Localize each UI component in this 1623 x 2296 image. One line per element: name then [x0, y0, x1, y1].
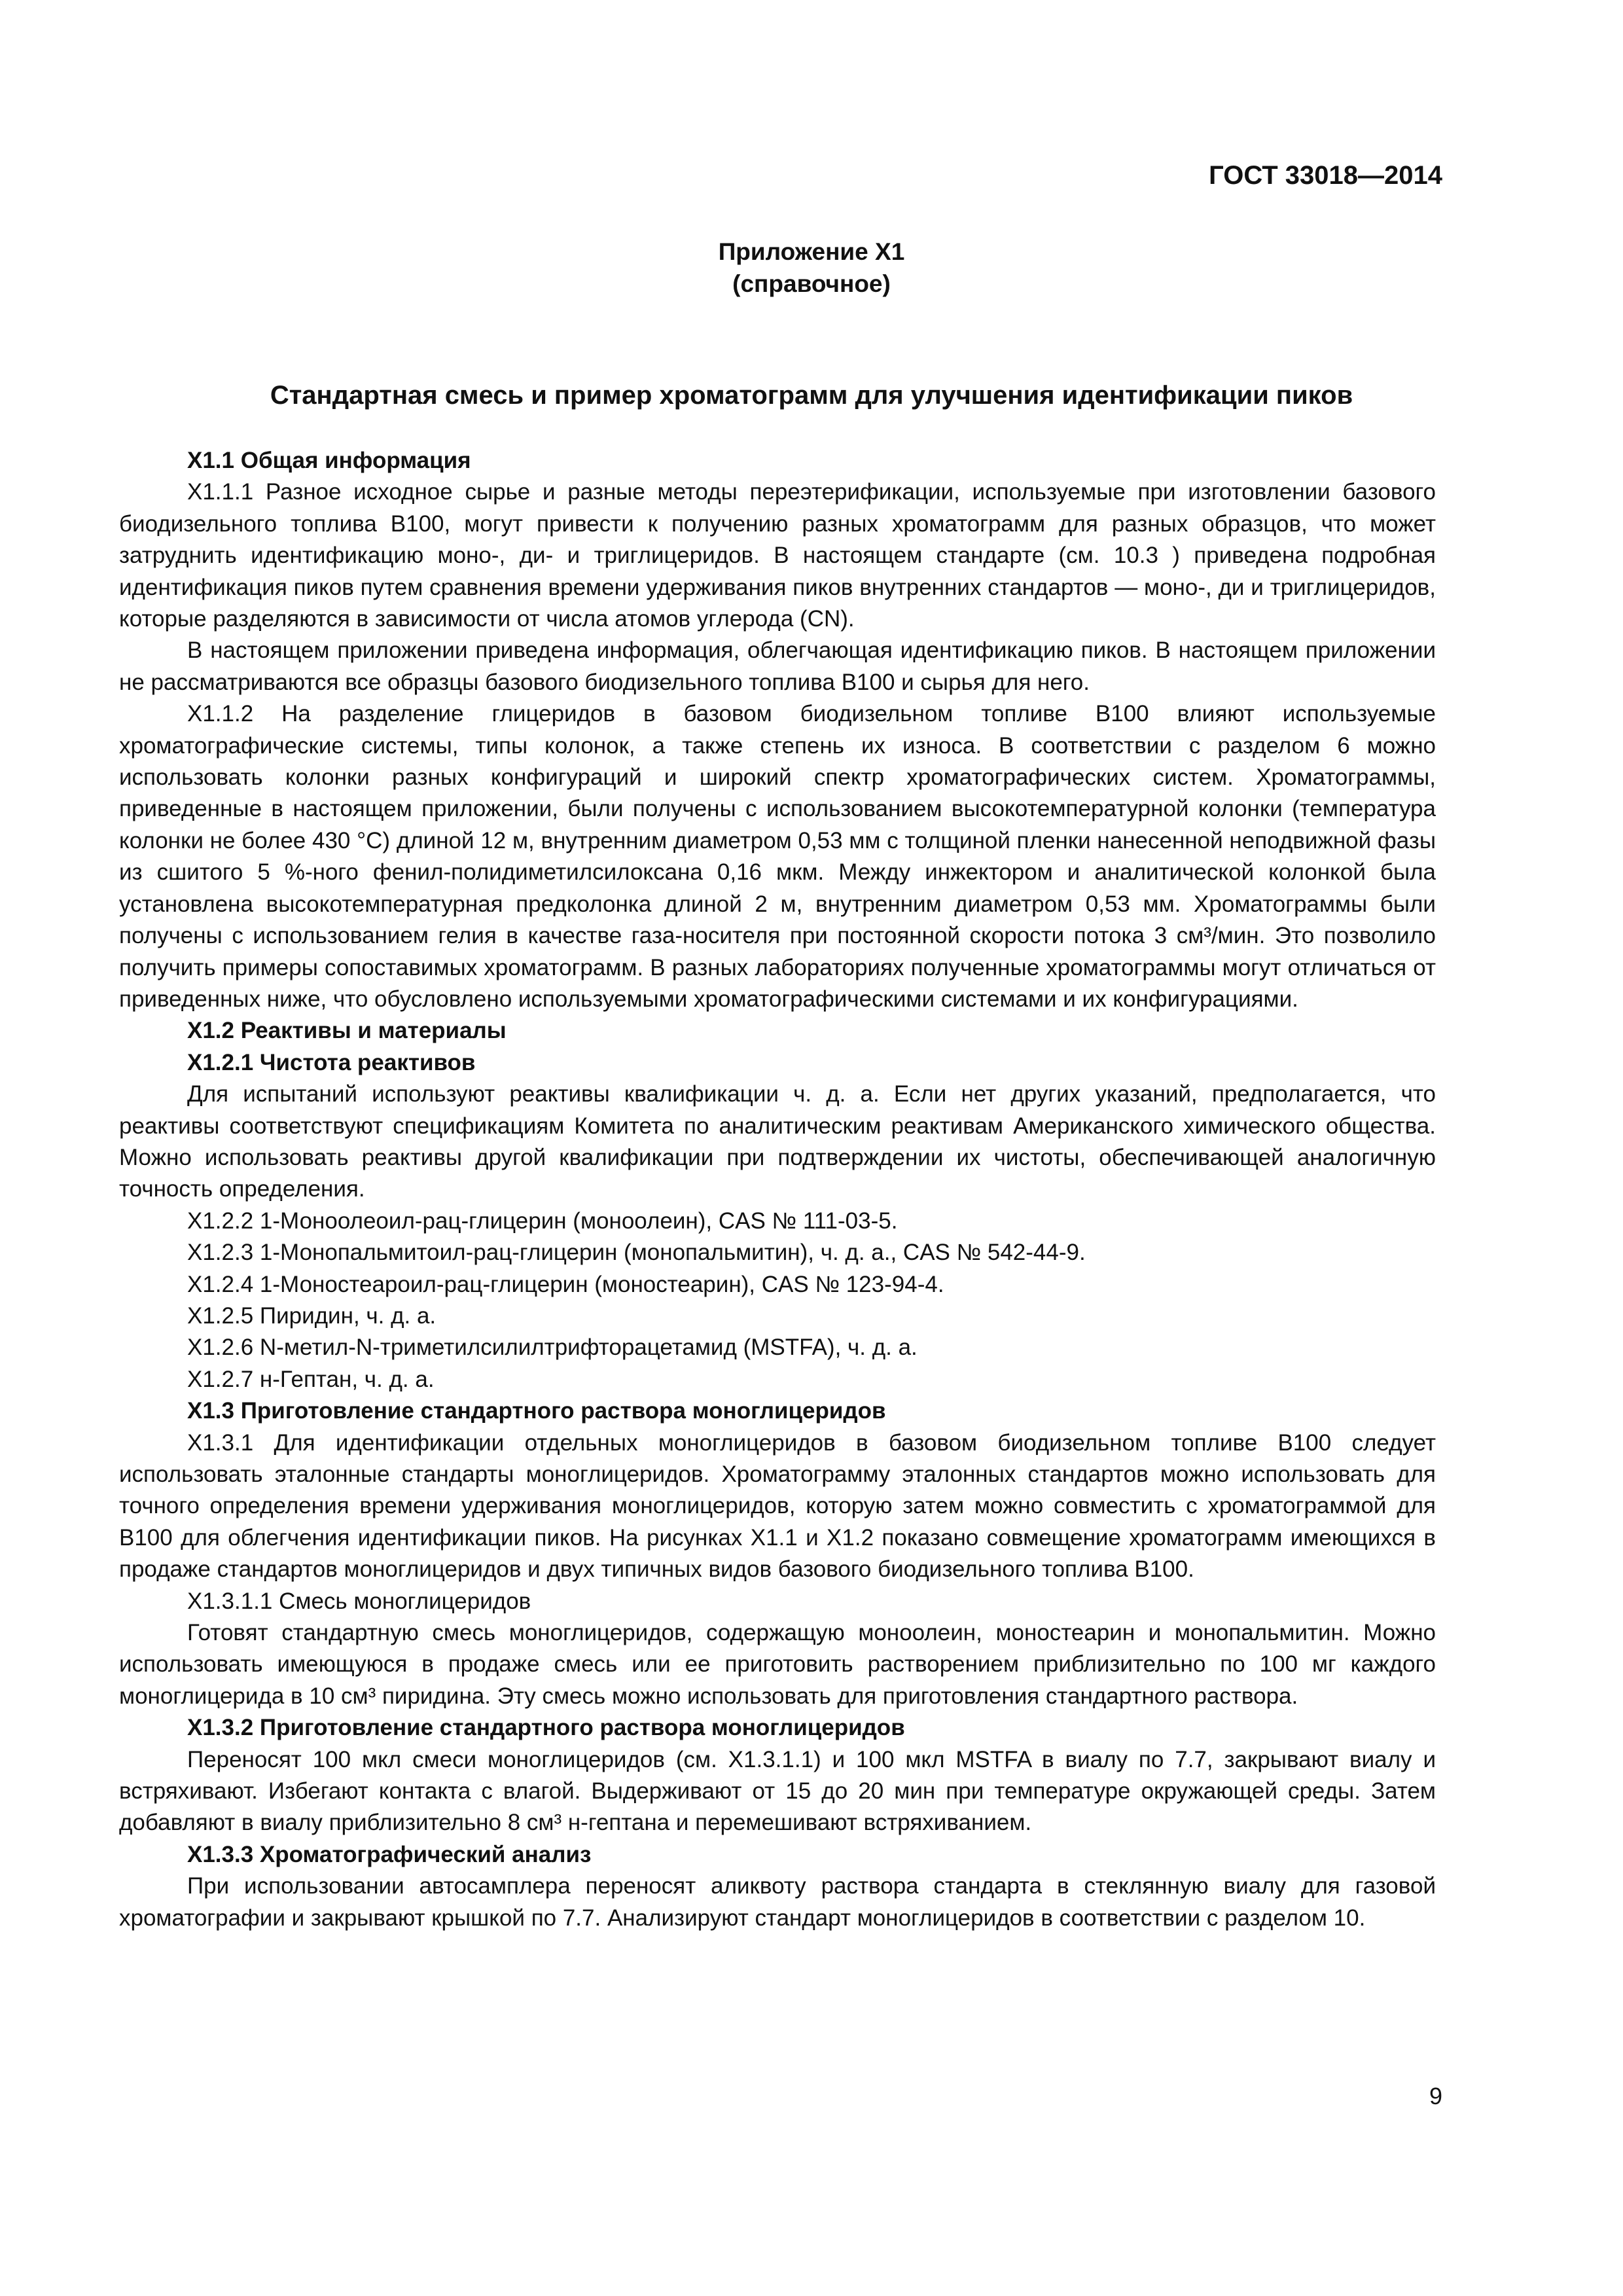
- page-number: 9: [1429, 2083, 1442, 2109]
- paragraph: Х1.3.1 Для идентификации отдельных моноглицеридов в базовом биодизельном топливе В100 следует использовать эталонные стандарты моноглицеридов. Хроматограмму эталонных стандартов можно использовать для точного определения времени удерживания моноглицеридов, которую затем можно совместить с хроматограммой для В100 для облегчения идентификации пиков. На рисунках Х1.1 и Х1.2 показано совмещение хроматограмм имеющихся в продаже стандартов моноглицеридов и двух типичных видов базового биодизельного топлива В100.: [119, 1429, 1436, 1583]
- paragraph: Х1.3.1.1 Смесь моноглицеридов: [187, 1588, 531, 1614]
- section-heading: Х1.2 Реактивы и материалы: [187, 1018, 507, 1044]
- section-heading: Х1.3.2 Приготовление стандартного раствора моноглицеридов: [187, 1715, 905, 1741]
- annex-kind: (справочное): [732, 270, 891, 297]
- paragraph: Х1.2.3 1-Монопальмитоил-рац-глицерин (монопальмитин), ч. д. а., CAS № 542-44-9.: [187, 1240, 1086, 1266]
- paragraph: Для испытаний используют реактивы квалификации ч. д. а. Если нет других указаний, предполагается, что реактивы соответствуют спецификациям Комитета по аналитическим реактивам Американского химического общества. Можно использовать реактивы другой квалификации при подтверждении их чистоты, обеспечивающей аналогичную точность определения.: [119, 1081, 1436, 1202]
- section-heading: Х1.3.3 Хроматографический анализ: [187, 1841, 592, 1867]
- paragraph: В настоящем приложении приведена информация, облегчающая идентификацию пиков. В настоящем приложении не рассматриваются все образцы базового биодизельного топлива В100 и сырья для него.: [119, 637, 1436, 695]
- document-body: [119, 445, 1436, 1934]
- paragraph: Х1.2.7 н-Гептан, ч. д. а.: [187, 1366, 435, 1392]
- standard-number: ГОСТ 33018—2014: [1209, 161, 1442, 190]
- paragraph: Х1.2.6 N-метил-N-триметилсилилтрифторацетамид (MSTFA), ч. д. а.: [187, 1335, 918, 1361]
- section-heading: Х1.3 Приготовление стандартного раствора моноглицеридов: [187, 1398, 886, 1424]
- paragraph: Х1.2.2 1-Моноолеоил-рац-глицерин (моноолеин), CAS № 111-03-5.: [187, 1208, 898, 1234]
- paragraph: Х1.1.1 Разное исходное сырье и разные методы переэтерификации, используемые при изготовлении базового биодизельного топлива В100, могут привести к получению разных хроматограмм для разных образцов, что может затруднить идентификацию моно-, ди- и триглицеридов. В настоящем стандарте (см. 10.3 ) приведена подробная идентификация пиков путем сравнения времени удерживания пиков внутренних стандартов — моно-, ди и триглицеридов, которые разделяются в зависимости от числа атомов углерода (CN).: [119, 479, 1436, 632]
- annex-label: Приложение Х1: [718, 238, 905, 265]
- annex-title: Стандартная смесь и пример хроматограмм для улучшения идентификации пиков: [270, 381, 1353, 410]
- paragraph: Переносят 100 мкл смеси моноглицеридов (см. Х1.3.1.1) и 100 мкл MSTFA в виалу по 7.7, закрывают виалу и встряхивают. Избегают контакта с влагой. Выдерживают от 15 до 20 мин при температуре окружающей среды. Затем добавляют в виалу приблизительно 8 см³ н-гептана и перемешивают встряхиванием.: [119, 1746, 1436, 1836]
- paragraph: Х1.2.5 Пиридин, ч. д. а.: [187, 1302, 437, 1329]
- section-heading: Х1.1 Общая информация: [187, 448, 471, 473]
- paragraph: Х1.1.2 На разделение глицеридов в базовом биодизельном топливе В100 влияют используемые хроматографические системы, типы колонок, а также степень их износа. В соответствии с разделом 6 можно использовать колонки разных конфигураций и широкий спектр хроматографических систем. Хроматограммы, приведенные в настоящем приложении, были получены с использованием высокотемпературной колонки (температура колонки не более 430 °С) длиной 12 м, внутренним диаметром 0,53 мм с толщиной пленки нанесенной неподвижной фазы из сшитого 5 %-ного фенил-полидиметилсилоксана 0,16 мкм. Между инжектором и аналитической колонкой была установлена высокотемпературная предколонка длиной 2 м, внутренним диаметром 0,53 мм. Хроматограммы были получены с использованием гелия в качестве газа-носителя при постоянной скорости потока 3 см³/мин. Это позволило получить примеры сопоставимых хроматограмм. В разных лабораториях полученные хроматограммы могут отличаться от приведенных ниже, что обусловлено используемыми хроматографическими системами и их конфигурациями.: [119, 701, 1436, 1012]
- paragraph: Х1.2.4 1-Моностеароил-рац-глицерин (моностеарин), CAS № 123-94-4.: [187, 1271, 944, 1297]
- paragraph: Готовят стандартную смесь моноглицеридов, содержащую моноолеин, моностеарин и монопальмитин. Можно использовать имеющуюся в продаже смесь или ее приготовить растворением приблизительно по 100 мг каждого моноглицерида в 10 см³ пиридина. Эту смесь можно использовать для приготовления стандартного раствора.: [119, 1620, 1436, 1709]
- section-heading: Х1.2.1 Чистота реактивов: [187, 1049, 476, 1075]
- paragraph: При использовании автосамплера переносят аликвоту раствора стандарта в стеклянную виалу для газовой хроматографии и закрывают крышкой по 7.7. Анализируют стандарт моноглицеридов в соответствии с разделом 10.: [119, 1873, 1436, 1931]
